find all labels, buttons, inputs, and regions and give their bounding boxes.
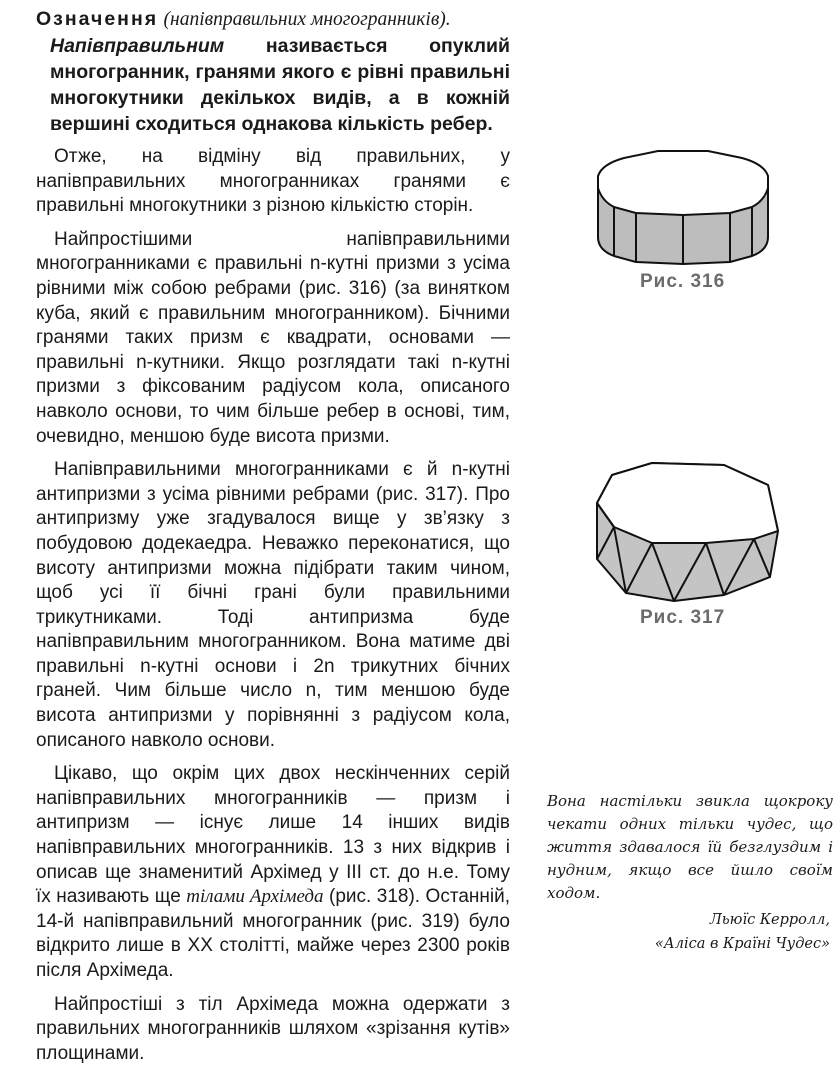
definition-block: [36, 6, 510, 137]
figure-317-caption: Рис. 317: [640, 607, 726, 628]
epigraph-source: «Аліса в Країні Чудес»: [654, 936, 830, 952]
paragraph: Найпростішими напівправильними многогранниками є правильні n-кутні призми з усіма рівними між собою ребрами (рис. 316) (за винятком куба, який є правильним многогранником). Бічними гранями таких призм є квадрати, основами — правильні n-кутники. Якщо розглядати такі n-кутні призми з фіксованим радіусом кола, описаного навколо основи, то чим більше ребер в основі, тим, очевидно, меншою буде висота призми.: [36, 228, 510, 447]
figure-316-caption: Рис. 316: [640, 271, 726, 292]
definition-text: називається опуклий многогранник, гранями якого є рівні правильні многокутники декількох видів, а в кожній вершині сходиться однакова кількість ребер.: [50, 35, 510, 135]
paragraph: Напівправильними многогранниками є й n-кутні антипризми з усіма рівними ребрами (рис. 317). Про антипризму уже згадувалося вище у зв’язку з побудовою додекаедра. Неважко переконатися, що висоту антипризми можна підібрати таким чином, щоб усі її бічні грані були правильними трикутниками. Тоді антипризма буде напівправильним многогранником. Вона матиме дві правильні n-кутні основи і 2n трикутних бічних граней. Чим більше число n, тим меншою буде висота антипризми у порівнянні з радіусом кола, описаного навколо основи.: [36, 459, 510, 751]
epigraph-attribution: [655, 908, 830, 956]
epigraph-quote: Вона настільки звикла щокроку чекати одних тільки чудес, що життя здавалося їй безглуздим і нудним, якщо все йшло своїм ходом.: [547, 792, 833, 902]
archimedes-term: тілами Архімеда: [186, 886, 324, 908]
paragraph: Найпростіші з тіл Архімеда можна одержати з правильних многогранників шляхом «зрізання кутів» площинами.: [36, 993, 510, 1064]
definition-note: (напівправильних многогранників).: [163, 9, 451, 30]
definition-label: Означення: [36, 8, 159, 30]
main-text-column: [36, 6, 510, 1075]
antiprism-icon: [594, 455, 784, 605]
prism-icon: [588, 146, 778, 266]
paragraph: Отже, на відміну від правильних, у напівправильних многогранниках гранями є правильні многокутники з різною кількістю сторін.: [36, 146, 510, 217]
epigraph-author: Льюїс Керролл,: [709, 912, 830, 928]
definition-term: Напівправильним: [50, 35, 225, 57]
paragraph: Цікаво, що окрім цих двох нескінченних серій напівправильних многогранників — призм і антипризм — існує лише 14 інших видів напівправильних многогранників. 13 з них відкрив і описав ще знаменитий Архімед у III ст. до н.е. Тому їх називають ще тілами Архімеда (рис. 318). Останній, 14-й напівправильний многогранник (рис. 319) було відкрито лише в XX столітті, майже через 2300 років після Архімеда.: [36, 763, 510, 981]
